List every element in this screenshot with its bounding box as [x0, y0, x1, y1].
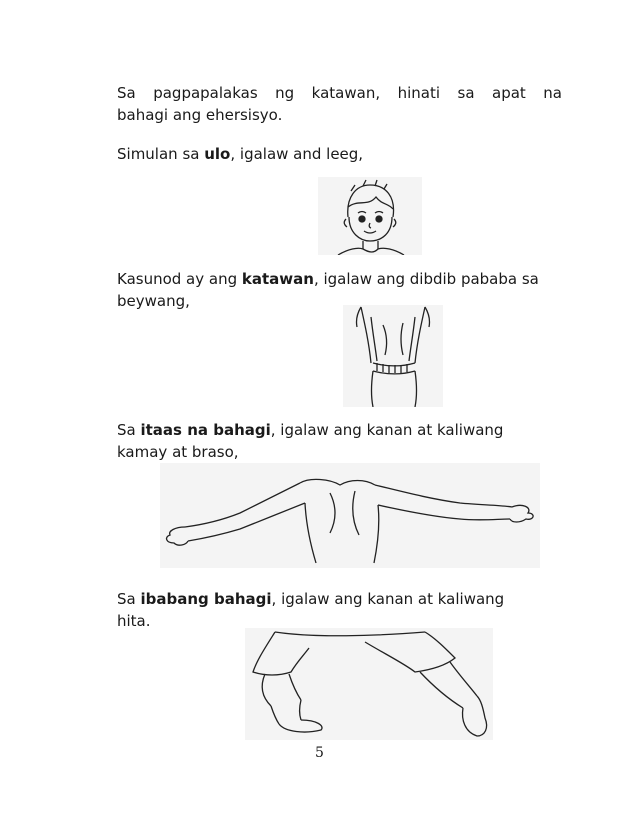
body-keyword: katawan: [241, 270, 314, 288]
head-instruction: [117, 143, 562, 165]
boy-head-illustration: [318, 177, 422, 255]
upper-instruction-line-2: kamay at braso,: [117, 443, 239, 461]
page-number: 5: [315, 745, 324, 761]
body-text-after: , igalaw ang dibdib pababa sa: [313, 270, 539, 288]
head-keyword: ulo: [204, 145, 231, 163]
body-instruction-line-2: beywang,: [117, 292, 190, 310]
upper-keyword: itaas na bahagi: [140, 421, 271, 439]
upper-text-before: Sa: [117, 421, 141, 439]
upper-instruction-line-1: [117, 419, 562, 441]
intro-line-2: bahagi ang ehersisyo.: [117, 106, 283, 124]
lower-text-after: , igalaw ang kanan at kaliwang: [271, 590, 505, 608]
torso-waist-illustration: [343, 305, 443, 407]
walking-legs-illustration: [245, 628, 493, 740]
lower-text-before: Sa: [117, 590, 141, 608]
lower-instruction-line-2: hita.: [117, 612, 151, 630]
outstretched-arms-illustration: [160, 463, 540, 568]
head-text-after: , igalaw and leeg,: [230, 145, 364, 163]
lower-instruction-line-1: [117, 588, 562, 610]
body-instruction-line-1: [117, 268, 562, 290]
lower-keyword: ibabang bahagi: [140, 590, 272, 608]
upper-text-after: , igalaw ang kanan at kaliwang: [270, 421, 504, 439]
intro-line-1: Sa pagpapalakas ng katawan, hinati sa apat na: [117, 84, 562, 102]
head-text-before: Simulan sa: [117, 145, 205, 163]
body-text-before: Kasunod ay ang: [117, 270, 242, 288]
